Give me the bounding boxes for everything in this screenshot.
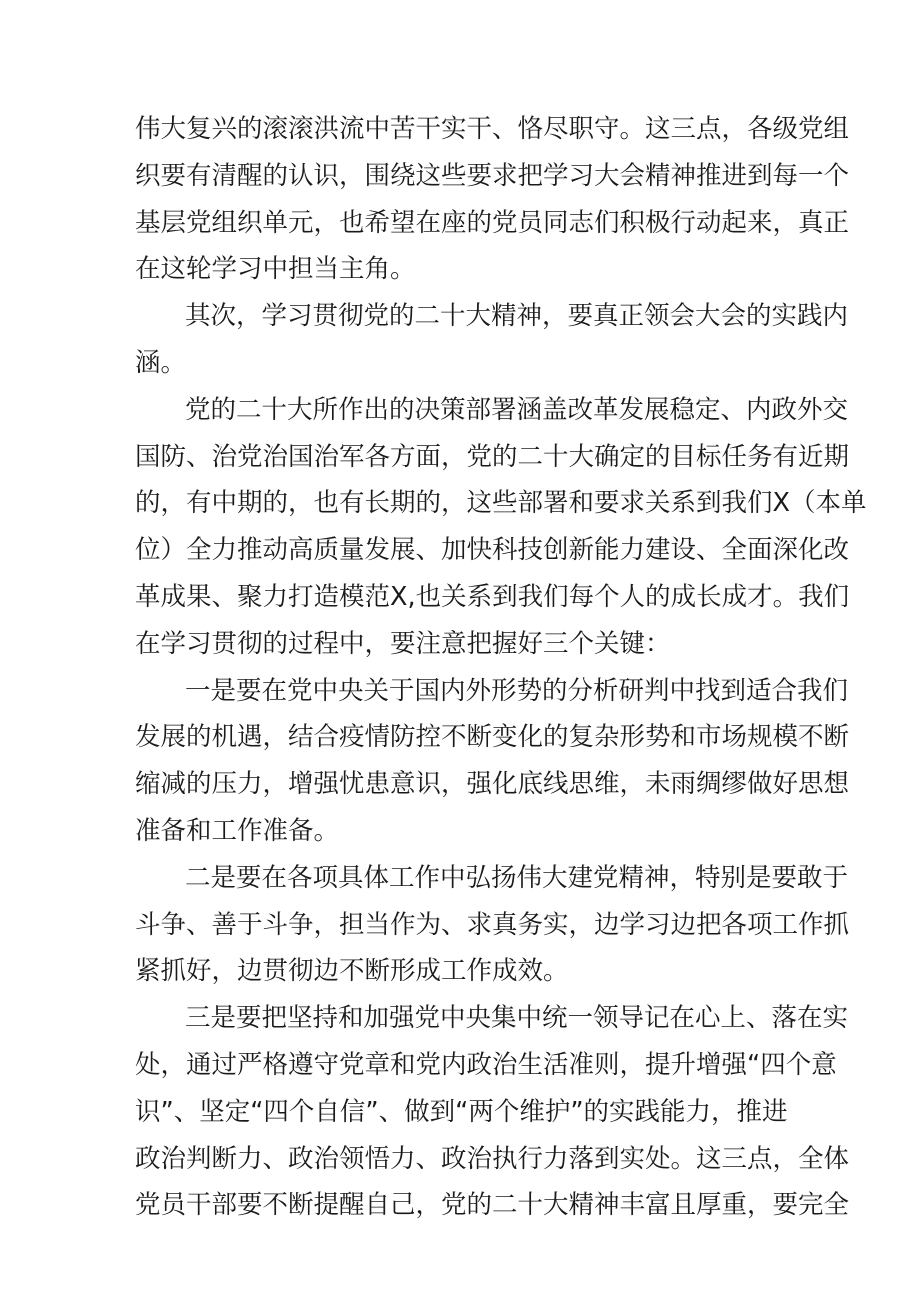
paragraph-continuation — [135, 106, 850, 293]
paragraph-key-three — [135, 995, 850, 1229]
text-line: 伟大复兴的滚滚洪流中苦干实干、恪尽职守。这三点，各级党组 — [135, 114, 850, 144]
text-line: 识”、坚定“四个自信”、做到“两个维护”的实践能力，推进 — [135, 1096, 788, 1127]
text-line: 涵。 — [135, 347, 187, 378]
text-line: 处，通过严格遵守党章和党内政治生活准则，提升增强“四个意 — [135, 1049, 837, 1080]
text-line: 在学习贯彻的过程中，要注意把握好三个关键： — [135, 628, 671, 659]
text-line: 政治判断力、政治领悟力、政治执行力落到实处。这三点，全体 — [135, 1143, 850, 1174]
text-line: 斗争、善于斗争，担当作为、求真务实，边学习边把各项工作抓 — [135, 909, 850, 940]
text-line: 国防、治党治国治军各方面，党的二十大确定的目标任务有近期 — [135, 441, 850, 472]
text-line: 党的二十大所作出的决策部署涵盖改革发展稳定、内政外交 — [185, 394, 849, 425]
text-line: 紧抓好，边贯彻边不断形成工作成效。 — [135, 956, 569, 987]
text-line: 位）全力推动高质量发展、加快科技创新能力建设、全面深化改 — [135, 535, 850, 566]
text-line: 其次，学习贯彻党的二十大精神，要真正领会大会的实践内 — [185, 301, 849, 332]
paragraph-second-point — [135, 293, 849, 387]
text-line: 准备和工作准备。 — [135, 815, 340, 846]
document-body — [135, 106, 867, 1229]
text-line: 织要有清醒的认识，围绕这些要求把学习大会精神推进到每一个 — [135, 160, 850, 191]
text-line: 发展的机遇，结合疫情防控不断变化的复杂形势和市场规模不断 — [135, 722, 850, 753]
text-line: 一是要在党中央关于国内外形势的分析研判中找到适合我们 — [185, 675, 849, 706]
text-line: 二是要在各项具体工作中弘扬伟大建党精神，特别是要敢于 — [185, 862, 849, 893]
text-line: 革成果、聚力打造模范X,也关系到我们每个人的成长成才。我们 — [135, 581, 850, 612]
paragraph-decisions — [135, 387, 867, 668]
text-line: 三是要把坚持和加强党中央集中统一领导记在心上、落在实 — [185, 1003, 849, 1034]
text-line: 在这轮学习中担当主角。 — [135, 254, 416, 285]
text-line: 缩减的压力，增强忧患意识，强化底线思维，未雨绸缪做好思想 — [135, 769, 850, 800]
text-line: 的，有中期的，也有长期的，这些部署和要求关系到我们X（本单 — [135, 488, 867, 519]
paragraph-key-one — [135, 668, 850, 855]
paragraph-key-two — [135, 855, 850, 995]
text-line: 党员干部要不断提醒自己，党的二十大精神丰富且厚重，要完全 — [135, 1190, 850, 1221]
text-line: 基层党组织单元，也希望在座的党员同志们积极行动起来，真正 — [135, 207, 850, 238]
